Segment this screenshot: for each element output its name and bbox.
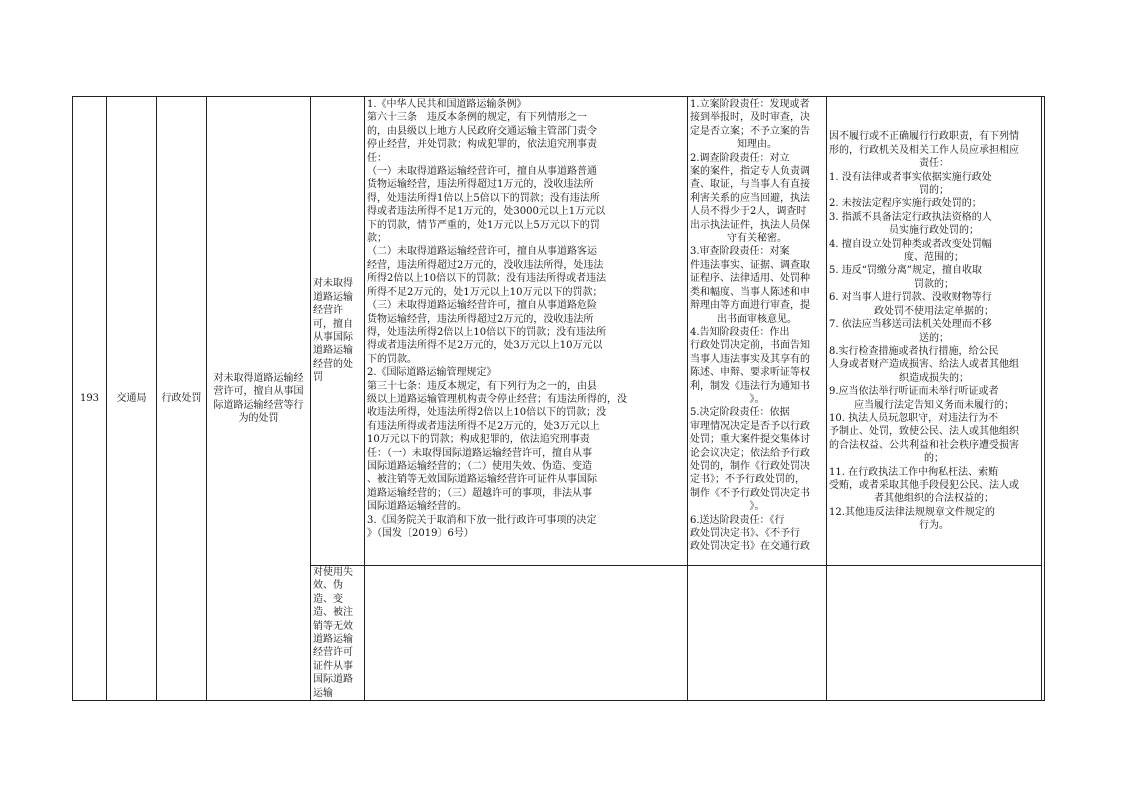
responsibility-text [690,98,824,554]
text-line: 经营，违法所得超过2万元的，没收违法所得，处违法 [367,259,604,271]
text-line: 2.《国际道路运输管理规定》 [367,367,497,379]
text-line: 停止经营，并处罚款；构成犯罪的，依法追究刑事责 [367,139,597,151]
text-line: 4. 擅自设立处罚种类或者改变处罚幅 [829,238,992,250]
text-line: 者其他组织的合法权益的； [874,493,994,505]
text-line: 12.其他违反法律法规规章文件规定的 [829,506,995,518]
text-line: 下的罚款。 [367,353,417,365]
text-line: 处罚的，制作《行政处罚决 [690,460,810,472]
text-line: 辩理由等方面进行审查，提 [690,300,810,312]
text-line: 形的，行政机关及相关工作人员应承担相应 [829,144,1019,156]
text-line: 定是否立案；不予立案的告 [690,125,810,137]
text-line: 罚的； [919,185,949,197]
text-line: 6.送达阶段责任：《行 [690,514,785,526]
text-line: 4.告知阶段责任：作出 [690,326,790,338]
text-line: 7. 依法应当移送司法机关处理而不移 [829,319,992,331]
sub-item-2-responsibility [688,566,827,701]
text-line: 》。 [749,393,765,405]
department-cell: 交通局 [107,97,157,701]
text-line: 政处罚不使用法定单据的； [874,305,994,317]
text-line: 罚款的； [914,278,954,290]
text-line: 5.决定阶段责任：依据 [690,407,790,419]
text-line: 的，由县级以上地方人民政府交通运输主管部门责令 [367,125,597,137]
text-line: 的合法权益、公共利益和社会秩序遭受损害 [829,439,1019,451]
text-line: （三）未取得道路运输经营许可，擅自从事道路危险 [367,300,597,312]
text-line: 织造成损失的； [899,372,969,384]
text-line: 人员不得少于2人，调查时 [690,206,807,218]
text-line: 审理情况决定是否予以行政 [690,420,810,432]
text-line: 9.应当依法举行听证而未举行听证或者 [829,386,999,398]
text-line: 1.立案阶段责任：发现或者 [690,99,810,110]
text-line: 1.《中华人民共和国道路运输条例》 [367,99,527,110]
text-line: 类和幅度、当事人陈述和申 [690,286,810,298]
sub-item-1-responsibility [688,97,827,566]
text-line: 应当履行法定告知义务而未履行的； [854,399,1014,411]
sub-item-2-liability [827,566,1042,701]
text-line: 得，处违法所得2倍以上10倍以下的罚款；没有违法所 [367,326,607,338]
text-line: （一）未取得道路运输经营许可，擅自从事道路普通 [367,166,597,178]
text-line: 当事人违法事实及其享有的 [690,353,810,365]
text-line: 件违法事实、证据、调查取 [690,259,810,271]
text-line: 1. 没有法律或者事实依据实施行政处 [829,171,992,183]
text-line: 论会议决定；依法给予行政 [690,447,810,459]
text-line: 国际道路运输经营的；（二）使用失效、伪造、变造 [367,460,592,472]
text-line: 2. 未按法定程序实施行政处罚的； [829,198,982,210]
text-line: 收违法所得，处违法所得2倍以上10倍以下的罚款；没 [367,407,607,419]
text-line: 国际道路运输经营的。 [367,501,467,513]
sub-item-2-name: 对使用失效、伪造、变造、被注销等无效道路运输经营许可证件从事国际道路运输 [311,566,365,701]
text-line: 行为。 [919,520,949,532]
text-line: 得或者违法所得不足1万元的，处3000元以上1万元以 [367,206,606,218]
text-line: 2.调查阶段责任：对立 [690,152,790,164]
text-line: 知理由。 [737,139,777,151]
text-line: 》。 [749,501,765,513]
text-line: 接到举报时，及时审查，决 [690,112,810,124]
text-line: 10万元以下的罚款；构成犯罪的，依法追究刑事责 [367,434,590,446]
text-line: 8.实行检查措施或者执行措施，给公民 [829,345,999,357]
text-line: （二）未取得道路运输经营许可，擅自从事道路客运 [367,246,597,258]
text-line: 所得2倍以上10倍以下的罚款；没有违法所得或者违法 [367,273,607,285]
text-line: 送的； [919,332,949,344]
row-number: 193 [73,97,107,701]
text-line: 政处罚决定书》在交通行政 [690,541,810,553]
text-line: 度、范围的； [904,252,964,264]
basis-text [367,98,685,540]
liability-text [829,130,1039,532]
text-line: 受贿，或者采取其他手段侵犯公民、法人或 [829,479,1019,491]
text-line: 第六十三条 违反本条例的规定，有下列情形之一 [367,112,587,124]
text-line: 政处罚决定书》、《不予行 [690,528,800,539]
text-line: 员实施行政处罚的； [889,225,979,237]
text-line: 11. 在行政执法工作中徇私枉法、索贿 [829,466,999,478]
text-line: 道路运输经营的；（三）超越许可的事项，非法从事 [367,487,592,499]
text-line: 10. 执法人员玩忽职守，对违法行为不 [829,412,999,424]
text-line: 查、取证，与当事人有直接 [690,179,810,191]
text-line: 证程序、法律适用、处罚种 [690,273,810,285]
spacer-cell [1042,97,1045,701]
text-line: 的； [924,453,944,465]
text-line: 任： [367,152,387,164]
text-line: 6. 对当事人进行罚款、没收财物等行 [829,292,992,304]
text-line: 责任： [919,158,949,170]
sub-item-1-basis [365,97,688,566]
text-line: 定书》；不予行政处罚的， [690,474,805,486]
text-line: 出示执法证件，执法人员保 [690,219,810,231]
text-line: 处罚；重大案件提交集体讨 [690,434,810,446]
text-line: 级以上道路运输管理机构责令停止经营；有违法所得的，没 [367,393,627,405]
text-line: 行政处罚决定前，书面告知 [690,340,810,352]
text-line: 款； [367,233,387,245]
item-name-cell: 对未取得道路运输经营许可，擅自从事国际道路运输经营等行为的处罚 [207,97,311,701]
text-line: 所得不足2万元的，处1万元以上10万元以下的罚款； [367,286,603,298]
text-line: 货物运输经营，违法所得超过1万元的，没收违法所 [367,179,594,191]
text-line: 、被注销等无效国际道路运输经营许可证件从事国际 [367,474,597,486]
text-line: 货物运输经营，违法所得超过2万元的，没收违法所 [367,313,594,325]
text-line: 利害关系的应当回避，执法 [690,192,810,204]
sub-item-1-liability [827,97,1042,566]
text-line: 利，制发《违法行为通知书 [690,380,810,392]
text-line: 3. 指派不具备法定行政执法资格的人 [829,211,992,223]
text-line: 3.审查阶段责任：对案 [690,246,790,258]
text-line: 》（国发〔2019〕6号） [367,528,474,539]
text-line: 人身或者财产造成损害、给法人或者其他组 [829,359,1019,371]
sub-item-1-name: 对未取得道路运输经营许可，擅自从事国际道路运输经营的处罚 [311,97,365,566]
text-line: 制作《不予行政处罚决定书 [690,487,810,499]
text-line: 下的罚款，情节严重的，处1万元以上5万元以下的罚 [367,219,600,231]
text-line: 予制止、处罚，致使公民、法人或其他组织 [829,426,1019,438]
text-line: 得，处违法所得1倍以上5倍以下的罚款；没有违法所 [367,192,600,204]
text-line: 第三十七条：违反本规定，有下列行为之一的，由县 [367,380,597,392]
text-line: 任：（一）未取得国际道路运输经营许可，擅自从事 [367,447,592,459]
text-line: 案的案件，指定专人负责调 [690,166,810,178]
text-line: 5. 违反“罚缴分离”规定，擅自收取 [829,265,982,277]
enforcement-table [72,96,1045,701]
sub-item-2-basis [365,566,688,701]
category-cell: 行政处罚 [157,97,207,701]
text-line: 3.《国务院关于取消和下放一批行政许可事项的决定 [367,514,597,526]
text-line: 因不履行或不正确履行行政职责，有下列情 [829,131,1019,143]
text-line: 守有关秘密。 [727,233,787,245]
text-line: 出书面审核意见。 [717,313,797,325]
text-line: 有违法所得或者违法所得不足2万元的，处3万元以上 [367,420,600,432]
text-line: 得或者违法所得不足2万元的，处3万元以上10万元以 [367,340,603,352]
text-line: 陈述、申辩、要求听证等权 [690,367,810,379]
